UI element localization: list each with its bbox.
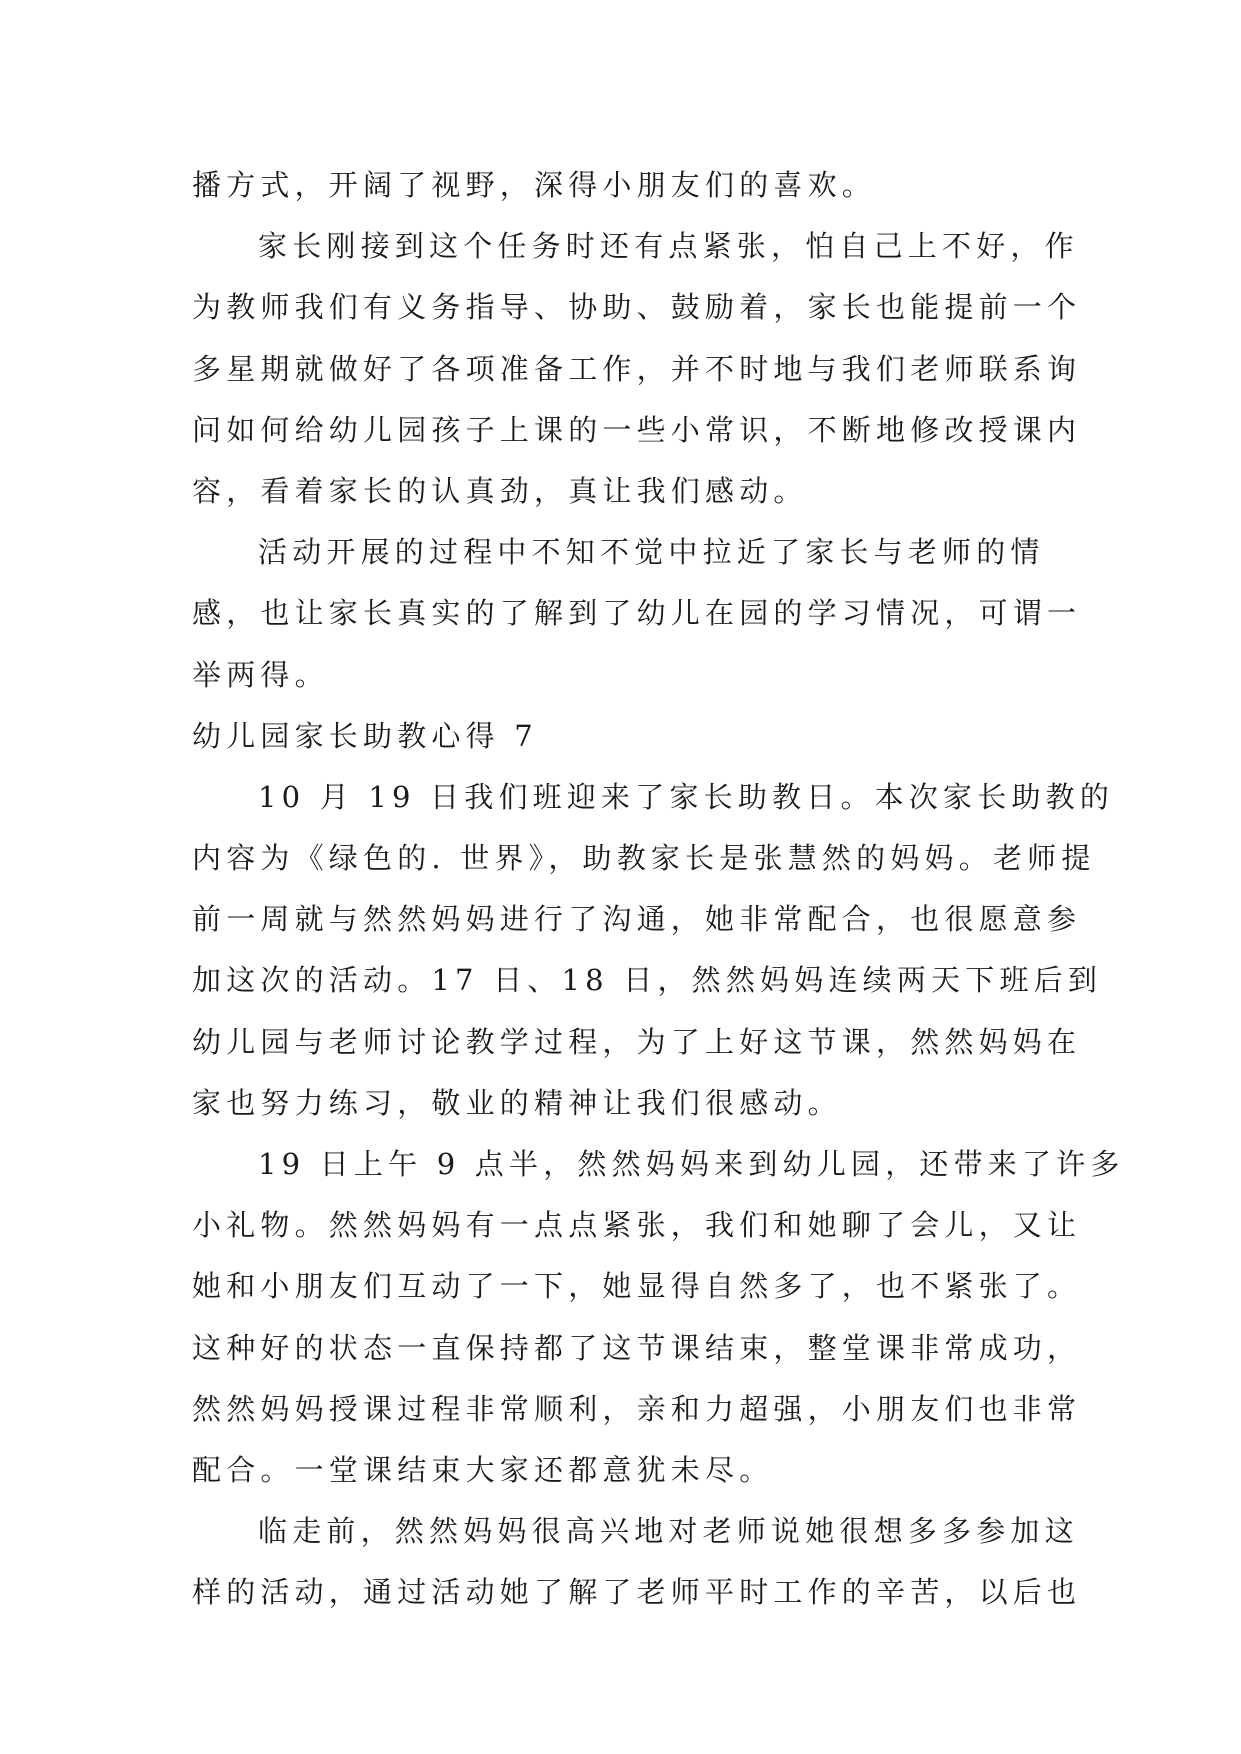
paragraph-line: 多星期就做好了各项准备工作，并不时地与我们老师联系询 [192,351,1082,386]
paragraph-line: 临走前，然然妈妈很高兴地对老师说她很想多多参加这 [258,1514,1079,1549]
paragraph-line: 活动开展的过程中不知不觉中拉近了家长与老师的情 [258,535,1045,570]
paragraph-line: 感，也让家长真实的了解到了幼儿在园的学习情况，可谓一 [192,596,1082,631]
paragraph-line: 她和小朋友们互动了一下，她显得自然多了，也不紧张了。 [192,1269,1082,1304]
paragraph-line: 然然妈妈授课过程非常顺利，亲和力超强，小朋友们也非常 [192,1391,1082,1426]
paragraph-line: 小礼物。然然妈妈有一点点紧张，我们和她聊了会儿，又让 [192,1208,1082,1243]
paragraph-line: 样的活动，通过活动她了解了老师平时工作的辛苦，以后也 [192,1575,1082,1610]
paragraph-line: 配合。一堂课结束大家还都意犹未尽。 [192,1452,774,1487]
paragraph-line: 家也努力练习，敬业的精神让我们很感动。 [192,1085,842,1120]
paragraph-line: 幼儿园与老师讨论教学过程，为了上好这节课，然然妈妈在 [192,1024,1082,1059]
paragraph-line: 容，看着家长的认真劲，真让我们感动。 [192,473,808,508]
paragraph-line: 播方式，开阔了视野，深得小朋友们的喜欢。 [192,168,877,202]
paragraph-line: 家长刚接到这个任务时还有点紧张，怕自己上不好，作 [258,229,1079,264]
paragraph-line: 为教师我们有义务指导、协助、鼓励着，家长也能提前一个 [192,290,1082,325]
paragraph-line: 前一周就与然然妈妈进行了沟通，她非常配合，也很愿意参 [192,902,1082,937]
paragraph-line: 加这次的活动。17 日、18 日，然然妈妈连续两天下班后到 [192,963,1103,998]
paragraph-line: 这种好的状态一直保持都了这节课结束，整堂课非常成功， [192,1330,1082,1365]
paragraph-line: 内容为《绿色的. 世界》，助教家长是张慧然的妈妈。老师提 [192,841,1096,876]
paragraph-line: 问如何给幼儿园孩子上课的一些小常识，不断地修改授课内 [192,412,1082,447]
paragraph-line: 19 日上午 9 点半，然然妈妈来到幼儿园，还带来了许多 [258,1147,1125,1181]
section-heading: 幼儿园家长助教心得 7 [192,718,538,753]
document-body [192,155,1125,1624]
paragraph-line: 举两得。 [192,657,329,692]
paragraph-line: 10 月 19 日我们班迎来了家长助教日。本次家长助教的 [258,779,1115,814]
